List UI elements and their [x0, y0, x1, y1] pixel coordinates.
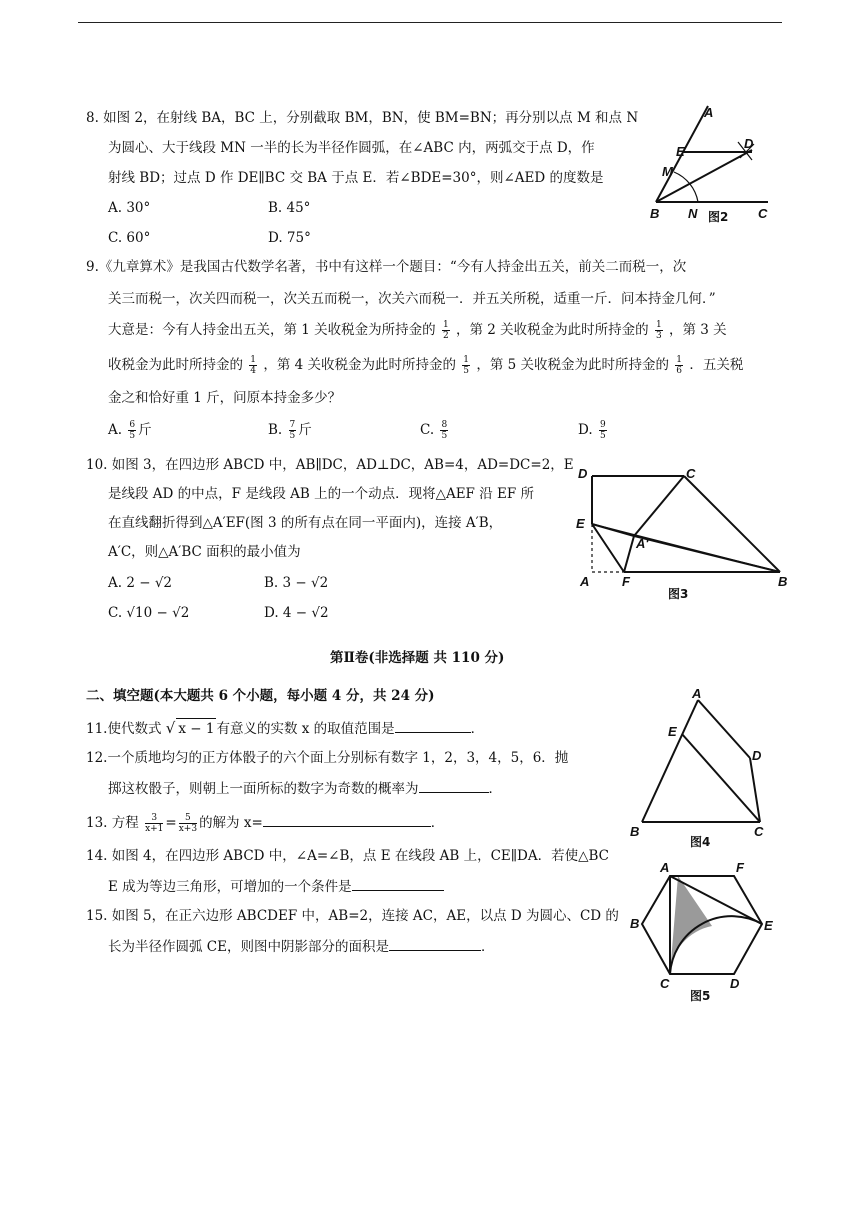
fig2-label-a: A	[704, 105, 714, 120]
fig2-label-c: C	[758, 206, 768, 221]
fig5-caption: 图5	[690, 989, 711, 1003]
q14-answer-blank	[352, 876, 444, 891]
part2-title: 第Ⅱ卷(非选择题 共 110 分)	[330, 650, 505, 666]
fig5-label-d: D	[730, 976, 740, 991]
q9-line-4: 收税金为此时所持金的 $\frac{1}{4}$ ，第 4 关收税金为此时所持金的 $\frac{1}{5}$ ，第 5 关收税金为此时所持金的 $\frac{1}{6}$ ．五关税	[108, 355, 744, 376]
q9-line-1: 9.《九章算术》是我国古代数学名著，书中有这样一个题目：“今有人持金出五关，前关二而税一，次	[86, 259, 687, 275]
q10-option-b: B. 3 − √2	[264, 575, 329, 591]
q9-line-5: 金之和恰好重 1 斤，问原本持金多少？	[108, 390, 342, 406]
q10-line-3: 在直线翻折得到△A′EF(图 3 的所有点在同一平面内)，连接 A′B，	[108, 515, 503, 531]
fig4-label-c: C	[754, 824, 764, 839]
fig3-label-d: D	[578, 466, 588, 481]
fig3-label-a-prime: A′	[636, 536, 649, 551]
q9-option-a: A. $\frac{6}{5}$ 斤	[108, 420, 152, 441]
q14-line-1: 14. 如图 4，在四边形 ABCD 中，∠A=∠B，点 E 在线段 AB 上，CE∥DA．若使△BC	[86, 848, 609, 864]
figure-4	[626, 684, 786, 850]
q10-line-1: 10. 如图 3，在四边形 ABCD 中，AB∥DC，AD⊥DC，AB=4，AD=DC=2，E	[86, 457, 574, 473]
q13-answer-blank	[263, 812, 431, 827]
fig5-label-e: E	[764, 918, 773, 933]
fig3-label-c: C	[686, 466, 696, 481]
q12-line-2: 掷这枚骰子，则朝上一面所标的数字为奇数的概率为 ．	[108, 778, 502, 799]
fig2-label-n: N	[688, 206, 698, 221]
q12-line-1: 12.一个质地均匀的正方体骰子的六个面上分别标有数字 1，2，3，4，5，6．抛	[86, 750, 569, 766]
fig4-label-e: E	[668, 724, 677, 739]
q8-line-1: 8. 如图 2，在射线 BA，BC 上，分别截取 BM，BN，使 BM=BN；再分别以点 M 和点 N	[86, 110, 639, 126]
fig4-label-b: B	[630, 824, 640, 839]
q9-frac-1-4: $\frac{1}{4}$	[250, 355, 257, 376]
q11-radicand: x − 1	[176, 718, 216, 739]
q15-line-2: 长为半径作圆弧 CE，则图中阴影部分的面积是 ．	[108, 936, 494, 957]
q9-option-b: B. $\frac{7}{5}$ 斤	[268, 420, 312, 441]
fig2-label-b: B	[650, 206, 660, 221]
fig3-label-f: F	[622, 574, 630, 589]
question-13: 13. 方程 $\frac{3}{x+1}$ = $\frac{5}{x+3}$ 的解为 x= ．	[86, 813, 445, 834]
figure-3	[572, 462, 798, 608]
fig3-label-e: E	[576, 516, 585, 531]
q9-option-c: C. $\frac{8}{5}$	[420, 420, 448, 441]
q8-option-a: A. 30°	[108, 200, 151, 216]
fig2-label-d: D	[744, 136, 754, 151]
q9-line-3: 大意是：今有人持金出五关，第 1 关收税金为所持金的 $\frac{1}{2}$ ，第 2 关收税金为此时所持金的 $\frac{1}{3}$ ，第 3 关	[108, 320, 727, 341]
fig5-label-c: C	[660, 976, 670, 991]
q11-answer-blank	[395, 718, 471, 733]
q15-answer-blank	[389, 936, 481, 951]
q9-frac-1-2: $\frac{1}{2}$	[442, 320, 449, 341]
q10-option-d: D. 4 − √2	[264, 605, 329, 621]
fig5-label-b: B	[630, 916, 640, 931]
q8-line-3: 射线 BD；过点 D 作 DE∥BC 交 BA 于点 E．若∠BDE=30°，则∠AED 的度数是	[108, 170, 604, 186]
q8-option-c: C. 60°	[108, 230, 151, 246]
header-rule	[78, 22, 782, 23]
fig5-label-f: F	[736, 860, 744, 875]
q10-option-c: C. √10 − √2	[108, 605, 190, 621]
q15-line-1: 15. 如图 5，在正六边形 ABCDEF 中，AB=2，连接 AC，AE，以点 D 为圆心、CD 的	[86, 908, 619, 924]
q9-frac-1-6: $\frac{1}{6}$	[676, 355, 683, 376]
fig3-label-a: A	[580, 574, 590, 589]
q9-frac-1-5: $\frac{1}{5}$	[463, 355, 470, 376]
figure-5	[626, 858, 786, 1004]
q8-line-2: 为圆心、大于线段 MN 一半的长为半径作圆弧，在∠ABC 内，两弧交于点 D，作	[108, 140, 595, 156]
q12-answer-blank	[419, 778, 489, 793]
question-11: 11.使代数式 √ x − 1 有意义的实数 x 的取值范围是 ．	[86, 719, 485, 737]
q14-line-2: E 成为等边三角形，可增加的一个条件是	[108, 876, 444, 897]
q8-option-b: B. 45°	[268, 200, 311, 216]
fig5-label-a: A	[660, 860, 670, 875]
section2-title: 二、填空题(本大题共 6 个小题，每小题 4 分，共 24 分)	[86, 688, 435, 704]
q10-option-a: A. 2 − √2	[108, 575, 173, 591]
q10-line-4: A′C，则△A′BC 面积的最小值为	[108, 544, 301, 560]
fig2-label-m: M	[662, 164, 673, 179]
figure-2	[640, 104, 780, 230]
fig3-label-b: B	[778, 574, 788, 589]
fig3-caption: 图3	[668, 587, 689, 601]
q10-line-2: 是线段 AD 的中点，F 是线段 AB 上的一个动点．现将△AEF 沿 EF 所	[108, 486, 535, 502]
q9-option-d: D. $\frac{9}{5}$	[578, 420, 606, 441]
q9-frac-1-3: $\frac{1}{3}$	[655, 320, 662, 341]
fig4-label-a: A	[692, 686, 702, 701]
fig2-label-e: E	[676, 144, 685, 159]
fig4-label-d: D	[752, 748, 762, 763]
fig4-caption: 图4	[690, 835, 711, 849]
q8-option-d: D. 75°	[268, 230, 311, 246]
fig2-caption: 图2	[708, 210, 729, 224]
q9-line-2: 关三而税一，次关四而税一，次关五而税一，次关六而税一．并五关所税，适重一斤．问本持金几何．”	[108, 291, 716, 307]
